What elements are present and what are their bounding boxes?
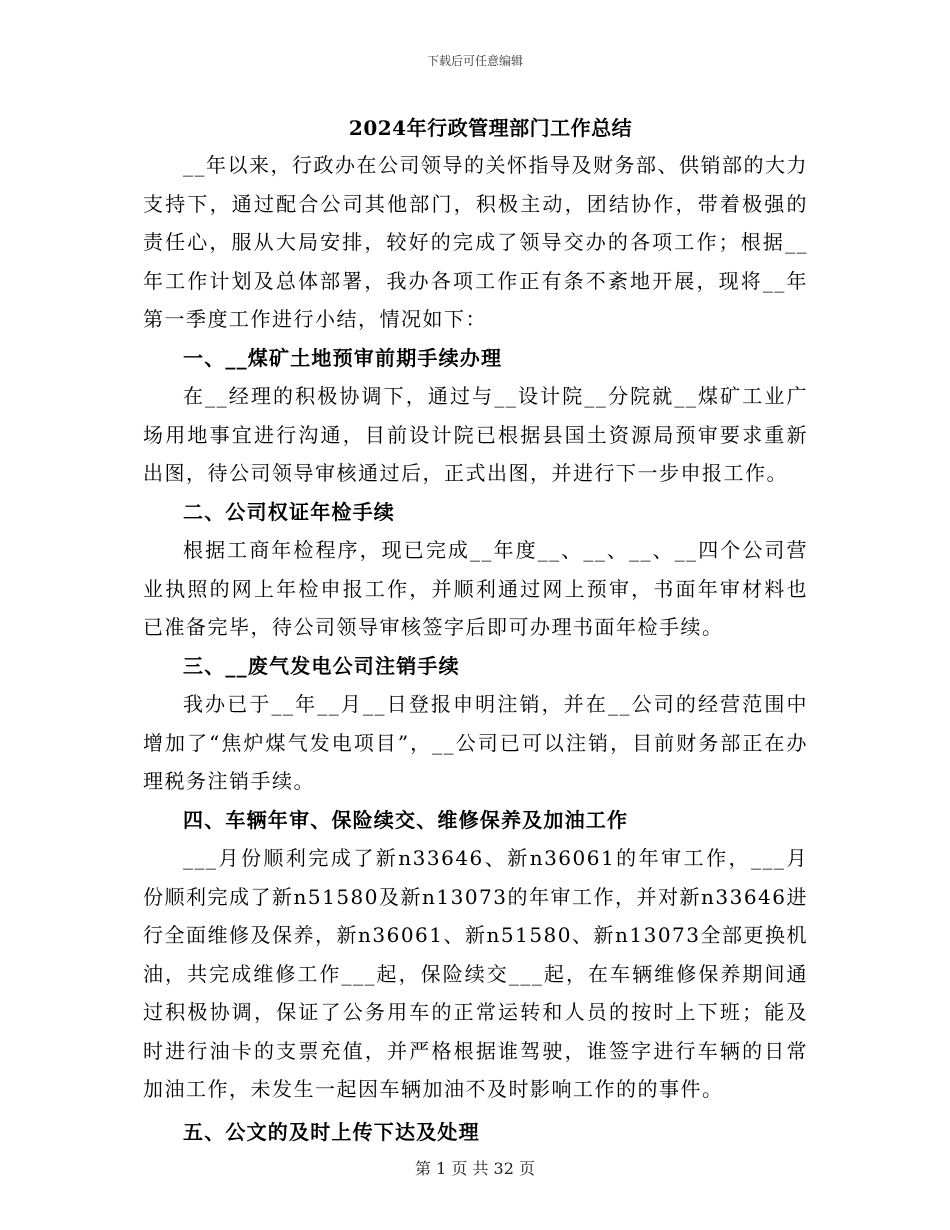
document-body xyxy=(143,110,808,1151)
page-number: 第 1 页 共 32 页 xyxy=(415,1159,535,1178)
section-body-3: 我办已于__年__月__日登报申明注销，并在__公司的经营范围中增加了“焦炉煤气发电项目”，__公司已可以注销，目前财务部正在办理税务注销手续。 xyxy=(143,692,808,793)
page-header-note: 下载后可任意编辑 xyxy=(426,54,523,68)
section-heading-1: 一、__煤矿土地预审前期手续办理 xyxy=(183,345,503,370)
section-heading-4: 四、车辆年审、保险续交、维修保养及加油工作 xyxy=(183,807,629,832)
intro-paragraph: __年以来，行政办在公司领导的关怀指导及财务部、供销部的大力支持下，通过配合公司其他部门，积极主动，团结协作，带着极强的责任心，服从大局安排，较好的完成了领导交办的各项工作；根据__年工作计划及总体部署，我办各项工作正有条不紊地开展，现将__年第一季度工作进行小结，情况如下： xyxy=(143,153,808,331)
section-heading-2: 二、公司权证年检手续 xyxy=(183,499,395,524)
section-heading-3: 三、__废气发电公司注销手续 xyxy=(183,653,460,678)
document-title: 2024年行政管理部门工作总结 xyxy=(348,116,633,140)
section-body-4: ___月份顺利完成了新n33646、新n36061的年审工作，___月份顺利完成了新n51580及新n13073的年审工作，并对新n33646进行全面维修及保养，新n36061、新n51580、新n13073全部更换机油，共完成维修工作___起，保险续交___起，在车辆维修保养期间通过积极协调，保证了公务用车的正常运转和人员的按时上下班；能及时进行油卡的支票充值，并严格根据谁驾驶，谁签字进行车辆的日常加油工作，未发生一起因车辆加油不及时影响工作的的事件。 xyxy=(143,846,809,1101)
section-body-1: 在__经理的积极协调下，通过与__设计院__分院就__煤矿工业广场用地事宜进行沟通，目前设计院已根据县国土资源局预审要求重新出图，待公司领导审核通过后，正式出图，并进行下一步申报工作。 xyxy=(143,384,808,485)
section-body-2: 根据工商年检程序，现已完成__年度__、__、__、__四个公司营业执照的网上年检申报工作，并顺利通过网上预审，书面年审材料也已准备完毕，待公司领导审核签字后即可办理书面年检手续。 xyxy=(143,538,808,639)
section-heading-5: 五、公文的及时上传下达及处理 xyxy=(183,1119,480,1144)
